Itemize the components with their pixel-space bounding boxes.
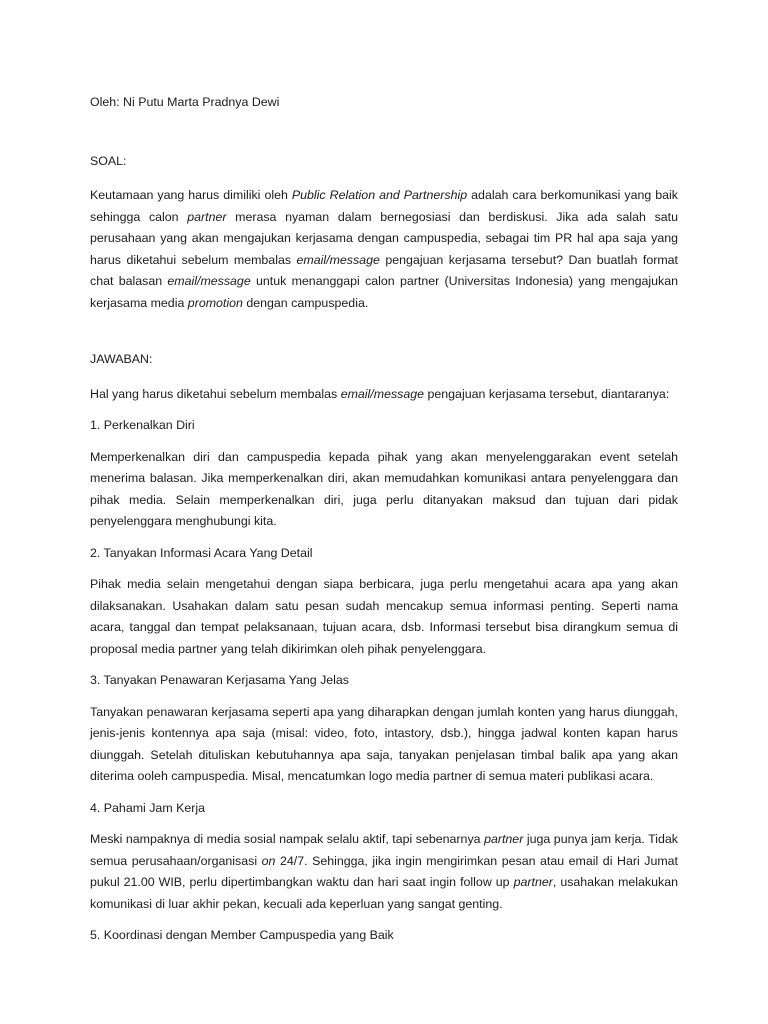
section-4-body: Meski nampaknya di media sosial nampak selalu aktif, tapi sebenarnya partner juga punya jam kerja. Tidak semua perusahaan/organisasi on 24/7. Sehingga, jika ingin mengirimkan pesan atau email di Hari Jumat pukul 21.00 WIB, perlu dipertimbangkan waktu dan hari saat ingin follow up partner, usahakan melakukan komunikasi di luar akhir pekan, kecuali ada keperluan yang sangat genting. [90,832,679,911]
section-4-title: 4. Pahami Jam Kerja [90,800,206,815]
section-5-title: 5. Koordinasi dengan Member Campuspedia yang Baik [90,928,394,942]
document-page [90,92,678,947]
section-1-body: Memperkenalkan diri dan campuspedia kepada pihak yang akan menyelenggarakan event setelah menerima balasan. Jika memperkenalkan diri, akan memudahkan komunikasi antara penyelenggara dan pihak media. Selain memperkenalkan diri, juga perlu ditanyakan maksud dan tujuan dari pidak penyelenggara menghubungi kita. [90,449,678,528]
section-3-body: Tanyakan penawaran kerjasama seperti apa yang diharapkan dengan jumlah konten yang harus diunggah, jenis-jenis kontennya apa saja (misal: video, foto, intastory, dsb.), hingga jadwal konten kapan harus diunggah. Setelah dituliskan kebutuhannya apa saja, tanyakan penjelasan timbal balik apa yang akan diterima ooleh campuspedia. Misal, mencatumkan logo media partner di semua materi publikasi acara. [90,704,678,783]
jawaban-intro: Hal yang harus diketahui sebelum membalas email/message pengajuan kerjasama tersebut, diantaranya: [90,386,670,401]
soal-heading: SOAL: [90,153,127,168]
section-2-title: 2. Tanyakan Informasi Acara Yang Detail [90,545,313,560]
jawaban-heading: JAWABAN: [90,352,153,366]
author-line: Oleh: Ni Putu Marta Pradnya Dewi [90,95,280,109]
section-2-body: Pihak media selain mengetahui dengan siapa berbicara, juga perlu mengetahui acara apa yang akan dilaksanakan. Usahakan dalam satu pesan sudah mencakup semua informasi penting. Seperti nama acara, tanggal dan tempat pelaksanaan, tujuan acara, dsb. Informasi tersebut bisa dirangkum semua di proposal media partner yang telah dikirimkan oleh pihak penyelenggara. [90,577,678,656]
section-3-title: 3. Tanyakan Penawaran Kerjasama Yang Jelas [90,673,349,687]
section-1-title: 1. Perkenalkan Diri [90,418,195,432]
soal-paragraph: Keutamaan yang harus dimiliki oleh Public Relation and Partnership adalah cara berkomunikasi yang baik sehingga calon partner merasa nyaman dalam bernegosiasi dan berdiskusi. Jika ada salah satu perusahaan yang akan mengajukan kerjasama dengan campuspedia, sebagai tim PR hal apa saja yang harus diketahui sebelum membalas email/message pengajuan kerjasama tersebut? Dan buatlah format chat balasan email/message untuk menanggapi calon partner (Universitas Indonesia) yang mengajukan kerjasama media promotion dengan campuspedia. [90,188,678,310]
